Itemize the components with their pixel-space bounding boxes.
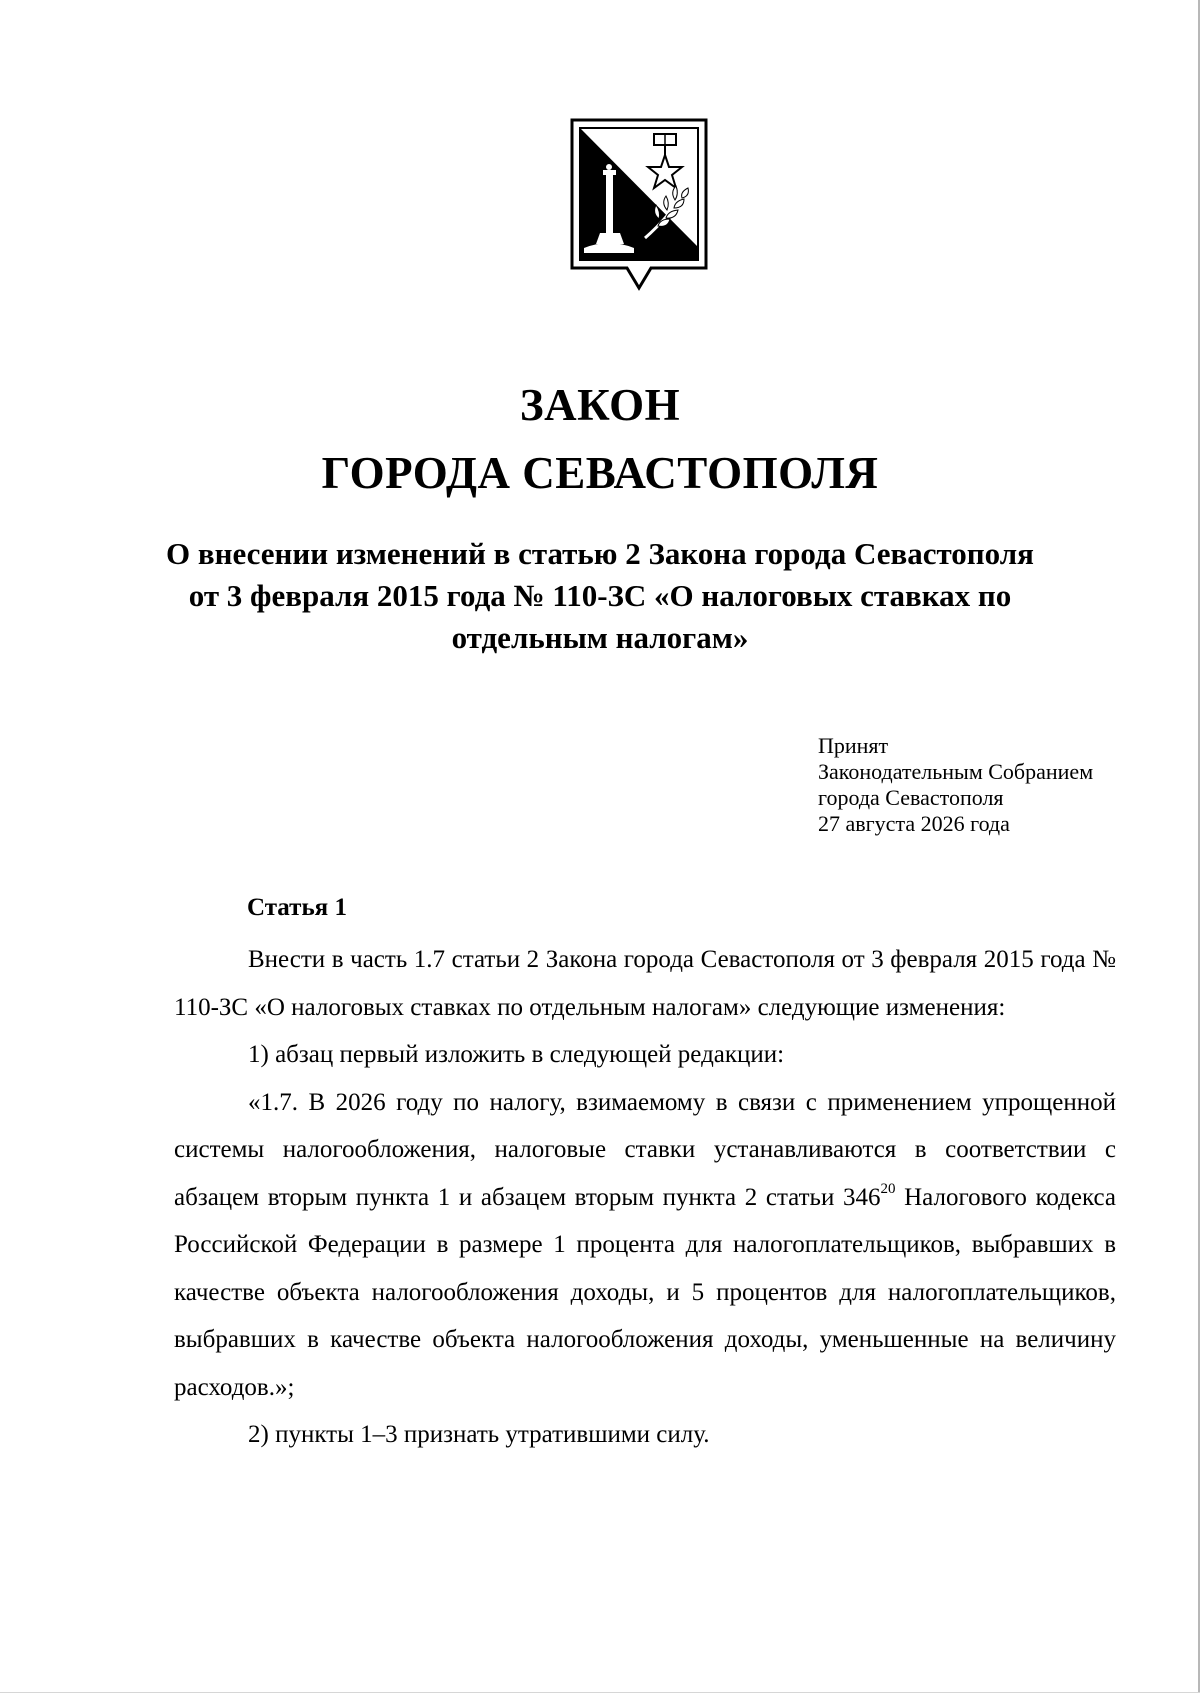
document-title-city: ГОРОДА СЕВАСТОПОЛЯ [321, 448, 879, 498]
quote-text-part-2: Налогового кодекса Российской Федерации в размере 1 процента для налогоплательщиков, выбравших в качестве объекта налогообложения доходы, и 5 процентов для налогоплательщиков, выбравших в качестве объекта налогообложения доходы, уменьшенные на величину расходов.»; [174, 1183, 1116, 1401]
article-item-1: 1) абзац первый изложить в следующей редакции: [248, 1041, 785, 1068]
adoption-date: 27 августа 2026 года [818, 811, 1010, 836]
article-item-2: 2) пункты 1–3 признать утратившими силу. [248, 1421, 710, 1448]
document-title-law: ЗАКОН [519, 380, 681, 430]
law-subject-heading: О внесении изменений в статью 2 Закона города Севастополя от 3 февраля 2015 года № 110-ЗС «О налоговых ставках по отдельным налогам» [166, 536, 1034, 655]
article-title: Статья 1 [247, 894, 347, 921]
adoption-line-3: города Севастополя [818, 785, 1004, 810]
article-body [174, 936, 1116, 1459]
adoption-line-1: Принят [818, 733, 889, 758]
sevastopol-coat-of-arms-icon [570, 118, 708, 292]
article-intro-paragraph: Внести в часть 1.7 статьи 2 Закона города Севастополя от 3 февраля 2015 года № 110-ЗС «О налоговых ставках по отдельным налогам» следующие изменения: [174, 946, 1116, 1021]
article-quote-paragraph [174, 1079, 1116, 1412]
quote-text-part-1: «1.7. В 2026 году по налогу, взимаемому в связи с применением упрощенной системы налогообложения, налоговые ставки устанавливаются в соответствии с абзацем вторым пункта 1 и абзацем вторым пункта 2 статьи 346 [174, 1088, 1116, 1211]
quote-superscript: 20 [880, 1181, 896, 1198]
adoption-line-2: Законодательным Собранием [818, 759, 1094, 784]
adoption-block [818, 733, 1158, 837]
